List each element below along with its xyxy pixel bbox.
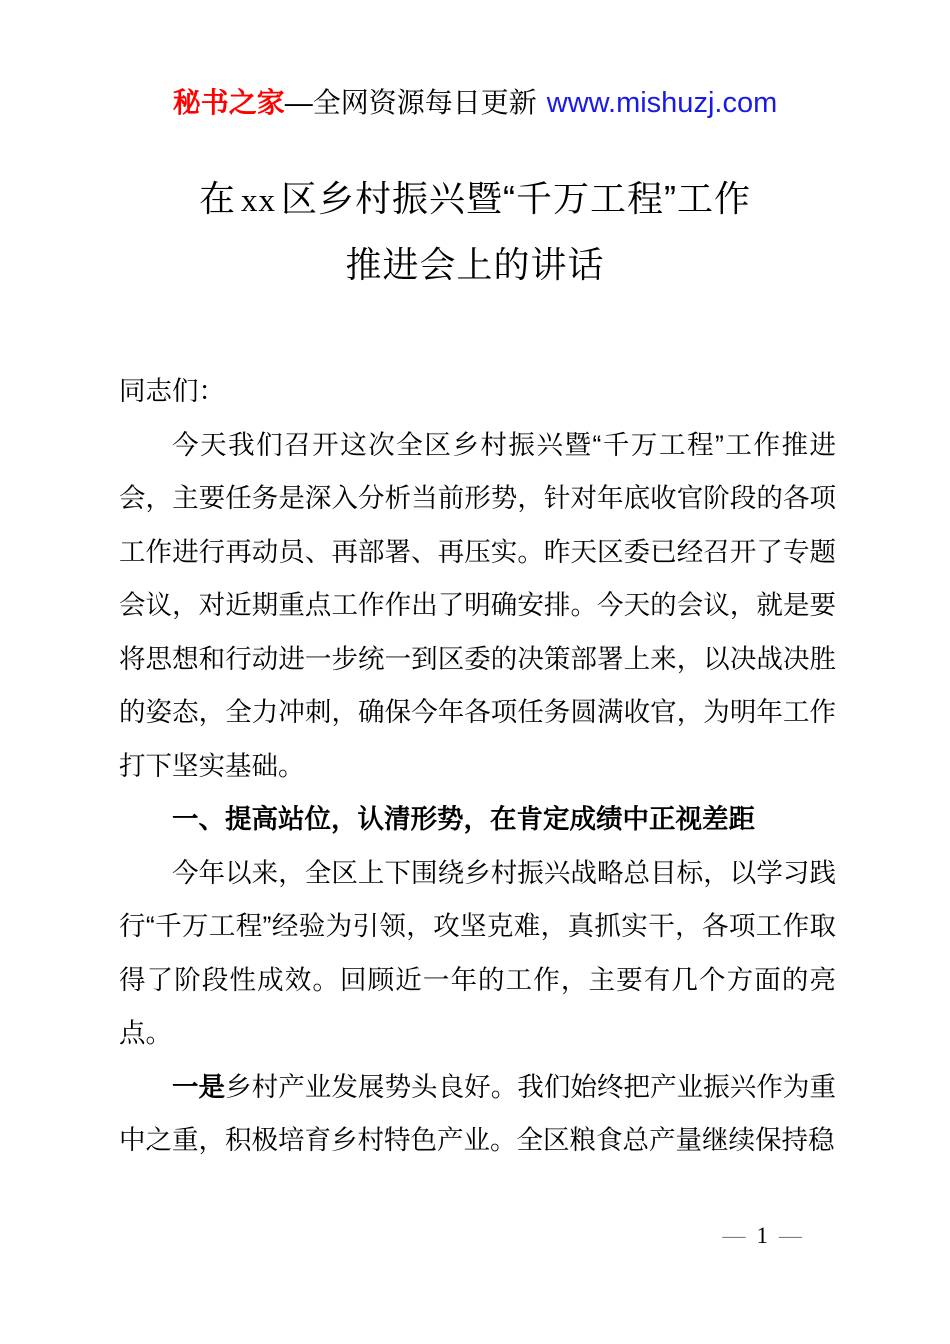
document-title xyxy=(0,167,950,297)
site-tagline: —全网资源每日更新 xyxy=(284,87,537,118)
page-number xyxy=(723,1222,803,1250)
page-number-dash-right: — xyxy=(779,1223,802,1248)
site-url-link[interactable]: www.mishuzj.com xyxy=(546,87,778,119)
title-line-1-post: 区乡村振兴暨“千万工程”工作 xyxy=(281,178,751,219)
paragraph-3-text: 乡村产业发展势头良好。我们始终把产业振兴作为重中之重，积极培育乡村特色产业。全区粮食总产量继续保持稳 xyxy=(119,1071,836,1155)
page-number-dash-left: — xyxy=(722,1223,746,1248)
title-line-1-pre: 在 xyxy=(199,178,237,219)
site-header xyxy=(0,86,950,120)
title-line-2-text: 推进会上的讲话 xyxy=(345,244,605,285)
paragraph-2: 今年以来，全区上下围绕乡村振兴战略总目标，以学习践行“千万工程”经验为引领，攻坚克难，真抓实干，各项工作取得了阶段性成效。回顾近一年的工作，主要有几个方面的亮点。 xyxy=(119,857,836,1048)
title-line-1-placeholder-xx: xx xyxy=(241,183,277,219)
page-number-value: 1 xyxy=(756,1223,768,1248)
document-body xyxy=(119,365,836,1168)
site-brand: 秘书之家 xyxy=(172,87,285,118)
paragraph-3-lead: 一是 xyxy=(172,1071,226,1102)
paragraph-1: 今天我们召开这次全区乡村振兴暨“千万工程”工作推进会，主要任务是深入分析当前形势，针对年底收官阶段的各项工作进行再动员、再部署、再压实。昨天区委已经召开了专题会议，对近期重点工作作出了明确安排。今天的会议，就是要将思想和行动进一步统一到区委的决策部署上来，以决战决胜的姿态，全力冲刺，确保今年各项任务圆满收官，为明年工作打下坚实基础。 xyxy=(119,429,836,781)
title-line-2 xyxy=(0,233,950,297)
salutation: 同志们： xyxy=(119,376,225,406)
title-line-1 xyxy=(0,167,950,233)
section-heading-1: 一、提高站位，认清形势，在肯定成绩中正视差距 xyxy=(172,804,755,834)
paragraph-3 xyxy=(119,1061,836,1168)
